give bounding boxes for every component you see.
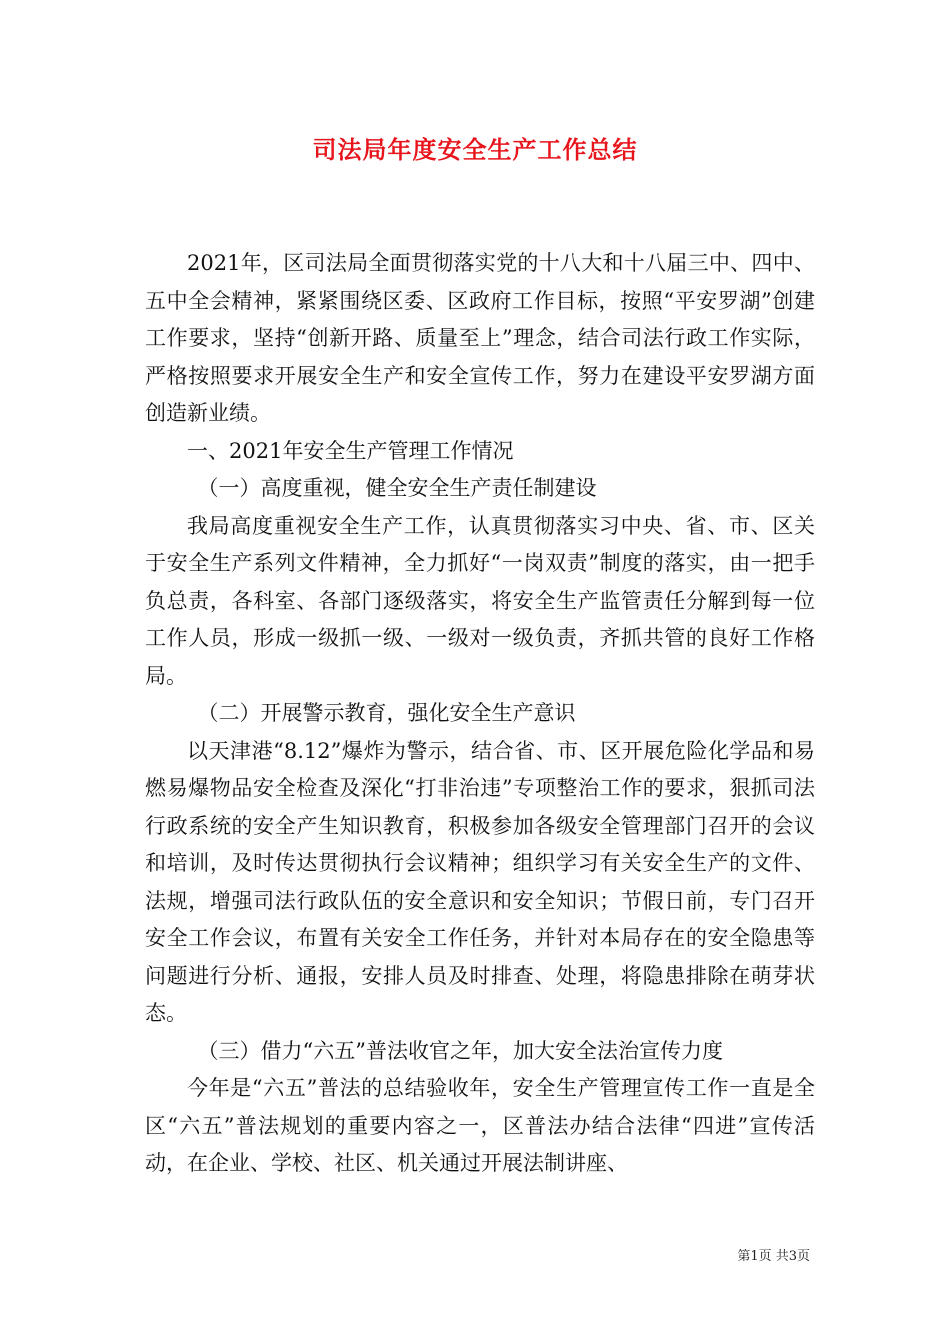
subsection-heading-2: （二）开展警示教育，强化安全生产意识 [197,701,576,725]
document-title: 司法局年度安全生产工作总结 [312,136,638,164]
subsection-heading-3: （三）借力“六五”普法收官之年，加大安全法治宣传力度 [197,1038,723,1063]
section-heading-1: 一、2021年安全生产管理工作情况 [187,438,514,463]
page-number: 第1页 共3页 [737,1249,810,1264]
subsection-paragraph-3: 今年是“六五”普法的总结验收年，安全生产管理宣传工作一直是全区“六五”普法规划的重要内容之一，区普法办结合法律“四进”宣传活动，在企业、学校、社区、机关通过开展法制讲座、 [145,1076,815,1175]
document-body [145,245,815,1183]
subsection-paragraph-1: 我局高度重视安全生产工作，认真贯彻落实习中央、省、市、区关于安全生产系列文件精神，全力抓好“一岗双责”制度的落实，由一把手负总责，各科室、各部门逐级落实，将安全生产监管责任分解到每一位工作人员，形成一级抓一级、一级对一级负责，齐抓共管的良好工作格局。 [145,513,815,688]
subsection-paragraph-2: 以天津港“8.12”爆炸为警示，结合省、市、区开展危险化学品和易燃易爆物品安全检查及深化“打非治违”专项整治工作的要求，狠抓司法行政系统的安全产生知识教育，积极参加各级安全管理部门召开的会议和培训，及时传达贯彻执行会议精神；组织学习有关安全生产的文件、法规，增强司法行政队伍的安全意识和安全知识；节假日前，专门召开安全工作会议，布置有关安全工作任务，并针对本局存在的安全隐患等问题进行分析、通报，安排人员及时排查、处理，将隐患排除在萌芽状态。 [145,738,815,1025]
subsection-heading-1: （一）高度重视，健全安全生产责任制建设 [197,476,597,500]
intro-paragraph: 2021年，区司法局全面贯彻落实党的十八大和十八届三中、四中、五中全会精神，紧紧围绕区委、区政府工作目标，按照“平安罗湖”创建工作要求，坚持“创新开路、质量至上”理念，结合司法行政工作实际，严格按照要求开展安全生产和安全宣传工作，努力在建设平安罗湖方面创造新业绩。 [145,251,815,425]
